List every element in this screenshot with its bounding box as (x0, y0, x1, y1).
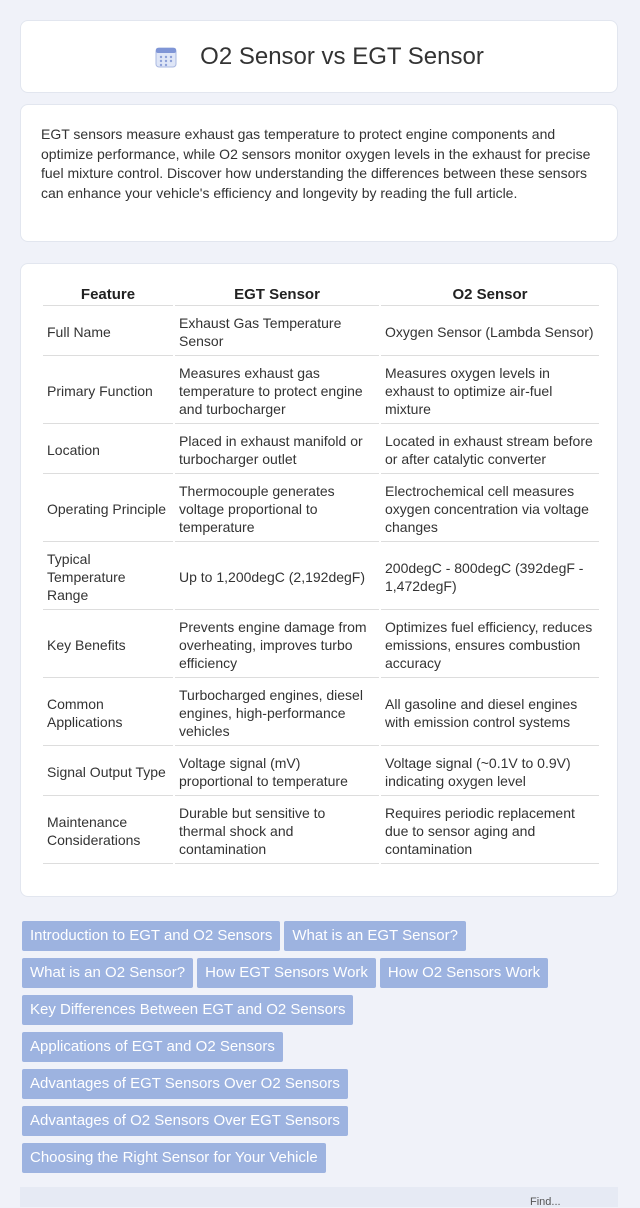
feature-cell: Signal Output Type (43, 748, 173, 796)
egt-cell: Voltage signal (mV) proportional to temperature (175, 748, 379, 796)
table-row (43, 308, 599, 356)
topic-link[interactable]: Key Differences Between EGT and O2 Sensors (22, 995, 353, 1025)
feature-cell: Key Benefits (43, 612, 173, 678)
footer-text: Find... (530, 1196, 561, 1208)
o2-cell: Located in exhaust stream before or after catalytic converter (381, 426, 599, 474)
egt-cell: Placed in exhaust manifold or turbocharger outlet (175, 426, 379, 474)
o2-cell: Measures oxygen levels in exhaust to optimize air-fuel mixture (381, 358, 599, 424)
table-row (43, 426, 599, 474)
feature-cell: Common Applications (43, 680, 173, 746)
feature-cell: Operating Principle (43, 476, 173, 542)
feature-cell: Maintenance Considerations (43, 798, 173, 864)
topic-link[interactable]: Advantages of O2 Sensors Over EGT Sensors (22, 1106, 348, 1136)
egt-cell: Up to 1,200degC (2,192degF) (175, 544, 379, 610)
feature-cell: Location (43, 426, 173, 474)
topic-link[interactable]: What is an EGT Sensor? (284, 921, 466, 951)
topic-link[interactable]: Applications of EGT and O2 Sensors (22, 1032, 283, 1062)
table-row (43, 748, 599, 796)
egt-cell: Measures exhaust gas temperature to protect engine and turbocharger (175, 358, 379, 424)
intro-text: EGT sensors measure exhaust gas temperature to protect engine components and optimize performance, while O2 sensors monitor oxygen levels in the exhaust for precise fuel mixture control. Discover how understanding the differences between these sensors can enhance your vehicle's efficiency and longevity by reading the full article. (41, 126, 591, 201)
o2-cell: All gasoline and diesel engines with emission control systems (381, 680, 599, 746)
o2-cell: Optimizes fuel efficiency, reduces emissions, ensures combustion accuracy (381, 612, 599, 678)
o2-cell: Requires periodic replacement due to sensor aging and contamination (381, 798, 599, 864)
comparison-card (20, 263, 618, 897)
table-header-row (43, 284, 599, 306)
egt-cell: Durable but sensitive to thermal shock and contamination (175, 798, 379, 864)
page-title: O2 Sensor vs EGT Sensor (200, 42, 484, 70)
o2-cell: Electrochemical cell measures oxygen concentration via voltage changes (381, 476, 599, 542)
topic-link[interactable]: Choosing the Right Sensor for Your Vehicle (22, 1143, 326, 1173)
comparison-table (41, 282, 601, 866)
column-header: Feature (43, 284, 173, 306)
topic-link[interactable]: How O2 Sensors Work (380, 958, 548, 988)
topic-links (22, 921, 622, 1180)
topic-link[interactable]: How EGT Sensors Work (197, 958, 376, 988)
egt-cell: Thermocouple generates voltage proportional to temperature (175, 476, 379, 542)
topic-link[interactable]: What is an O2 Sensor? (22, 958, 193, 988)
page-header (20, 20, 618, 93)
table-row (43, 680, 599, 746)
feature-cell: Typical Temperature Range (43, 544, 173, 610)
table-row (43, 476, 599, 542)
table-row (43, 358, 599, 424)
o2-cell: Oxygen Sensor (Lambda Sensor) (381, 308, 599, 356)
column-header: EGT Sensor (175, 284, 379, 306)
egt-cell: Exhaust Gas Temperature Sensor (175, 308, 379, 356)
feature-cell: Full Name (43, 308, 173, 356)
intro-card (20, 104, 618, 242)
calendar-icon (154, 45, 178, 69)
table-row (43, 544, 599, 610)
topic-link[interactable]: Advantages of EGT Sensors Over O2 Sensors (22, 1069, 348, 1099)
table-row (43, 612, 599, 678)
feature-cell: Primary Function (43, 358, 173, 424)
o2-cell: 200degC - 800degC (392degF - 1,472degF) (381, 544, 599, 610)
footer (20, 1187, 618, 1207)
table-row (43, 798, 599, 864)
topic-link[interactable]: Introduction to EGT and O2 Sensors (22, 921, 280, 951)
column-header: O2 Sensor (381, 284, 599, 306)
egt-cell: Prevents engine damage from overheating, improves turbo efficiency (175, 612, 379, 678)
egt-cell: Turbocharged engines, diesel engines, high-performance vehicles (175, 680, 379, 746)
o2-cell: Voltage signal (~0.1V to 0.9V) indicating oxygen level (381, 748, 599, 796)
